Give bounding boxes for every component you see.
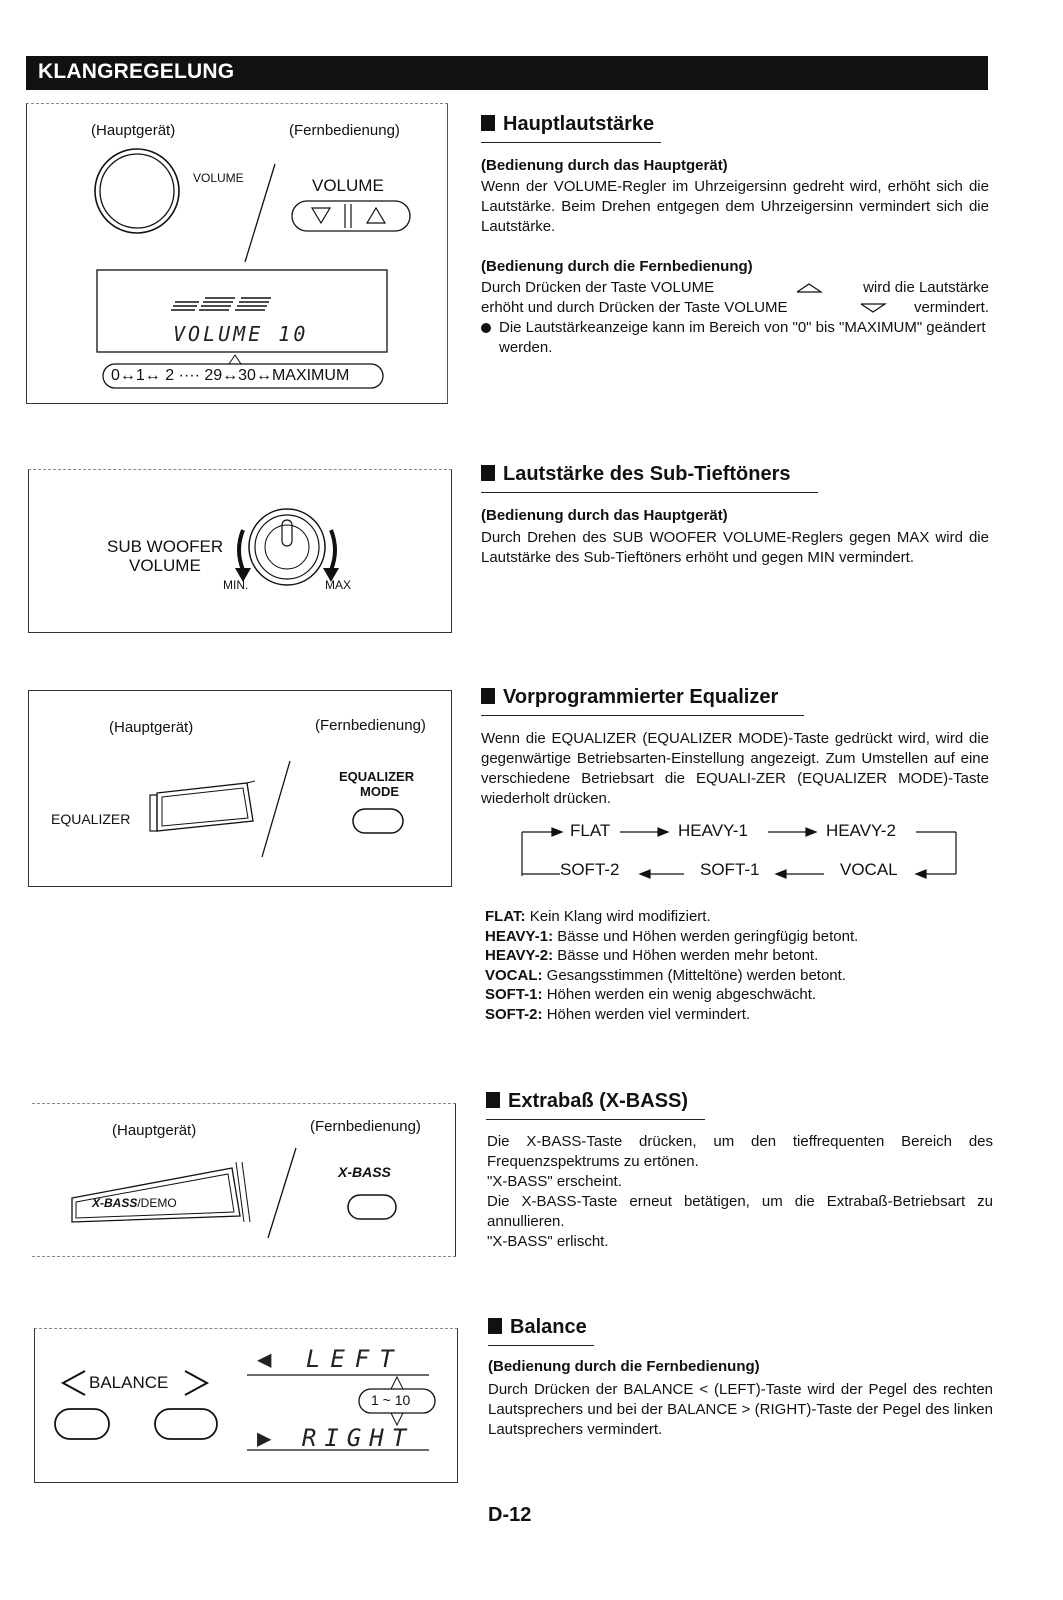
balance-diagram (34, 1328, 458, 1483)
subwoofer-label-2: VOLUME (129, 556, 201, 575)
remote-label: (Fernbedienung) (315, 717, 426, 734)
volume-down-icon (859, 302, 887, 314)
subwoofer-min-label: MIN. (223, 578, 249, 592)
remote-volume-label: VOLUME (312, 176, 384, 195)
heading-square-icon (481, 465, 495, 481)
balance-sub1: (Bedienung durch die Fernbedienung) (488, 1358, 760, 1375)
heading-square-icon (481, 688, 495, 704)
xbass-text: Die X-BASS-Taste drücken, um den tieffrequenten Bereich des Frequenzspektrums zu ertönen. "X-BASS" erscheint. Die X-BASS-Taste erneut betätigen, um die Extrabaß-Betriebsart zu annullieren. "X-BASS" erlischt. (487, 1133, 993, 1250)
balance-display-right: ▶ RIGHT (257, 1424, 415, 1452)
xbass-diagram (32, 1103, 456, 1257)
equalizer-button-label: EQUALIZER (51, 811, 131, 827)
section-header-bar (26, 56, 988, 90)
volume-diagram (26, 103, 448, 404)
definition-item: HEAVY-2: Bässe und Höhen werden mehr betont. (485, 947, 819, 964)
volume-sub1: (Bedienung durch das Hauptgerät) (481, 157, 728, 174)
volume-text2: Durch Drücken der Taste VOLUME wird die Lautstärke erhöht und durch Drücken der Taste VOLUME vermindert. (481, 279, 989, 316)
remote-equalizer-label: EQUALIZER (339, 769, 415, 784)
main-unit-label: (Hauptgerät) (91, 122, 176, 139)
eq-mode-soft2: SOFT-2 (560, 860, 620, 879)
eq-mode-flat: FLAT (570, 821, 611, 840)
subwoofer-knob-graphics (29, 470, 453, 634)
right-arrow-indicator: ▶ (257, 1424, 302, 1452)
volume-range-label: 0↔1↔ 2 ···· 29↔30↔MAXIMUM (111, 367, 350, 384)
page-number: D-12 (488, 1504, 532, 1526)
main-unit-label: (Hauptgerät) (109, 719, 194, 736)
volume-heading: Hauptlautstärke (481, 113, 661, 143)
xbass-heading: Extrabaß (X-BASS) (486, 1090, 705, 1120)
definition-item: FLAT: Kein Klang wird modifiziert. (485, 908, 711, 925)
definition-item: VOCAL: Gesangsstimmen (Mitteltöne) werden betont. (485, 966, 846, 984)
equalizer-diagram (28, 690, 452, 887)
volume-sub2: (Bedienung durch die Fernbedienung) (481, 258, 753, 275)
left-arrow-indicator: ◀ (257, 1345, 306, 1373)
equalizer-heading: Vorprogrammierter Equalizer (481, 686, 804, 716)
remote-label: (Fernbedienung) (289, 122, 400, 139)
heading-square-icon (481, 115, 495, 131)
balance-heading: Balance (488, 1316, 594, 1346)
remote-mode-label: MODE (360, 784, 399, 799)
balance-display-left: ◀ LEFT (257, 1345, 404, 1373)
definition-item: SOFT-2: Höhen werden viel vermindert. (485, 1005, 751, 1023)
remote-xbass-label: X-BASS (338, 1164, 391, 1180)
subwoofer-text: Durch Drehen des SUB WOOFER VOLUME-Reglers gegen MAX wird die Lautstärke des Sub-Tieftöners erhöht und gegen MIN vermindert. (481, 529, 989, 566)
eq-mode-vocal: VOCAL (840, 860, 898, 879)
subwoofer-max-label: MAX (325, 578, 352, 592)
volume-display-text: VOLUME 10 (173, 322, 309, 346)
definition-item: SOFT-1: Höhen werden ein wenig abgeschwächt. (485, 986, 817, 1003)
section-title: KLANGREGELUNG (38, 60, 235, 83)
heading-square-icon (486, 1092, 500, 1108)
eq-mode-soft1: SOFT-1 (700, 860, 760, 879)
eq-mode-heavy1: HEAVY-1 (678, 821, 748, 840)
equalizer-definitions (485, 907, 858, 1024)
xbass-button-label: X-BASS/DEMO (92, 1196, 177, 1210)
volume-bullet: Die Lautstärkeanzeige kann im Bereich von "0" bis "MAXIMUM" geändert werden. (481, 318, 989, 358)
equalizer-text: Wenn die EQUALIZER (EQUALIZER MODE)-Taste gedrückt wird, wird die gegenwärtige Betriebsarten-Einstellung angezeigt. Zum Umstellen auf eine verschiedene Betriebsart die EQUALI-ZER (EQUALIZER MODE)-Taste wiederholt drücken. (481, 730, 989, 807)
balance-label: BALANCE (89, 1373, 169, 1392)
eq-mode-heavy2: HEAVY-2 (826, 821, 896, 840)
subwoofer-sub1: (Bedienung durch das Hauptgerät) (481, 507, 728, 524)
subwoofer-label-1: SUB WOOFER (107, 537, 224, 556)
remote-label: (Fernbedienung) (310, 1118, 421, 1135)
heading-square-icon (488, 1318, 502, 1334)
volume-diagram-graphics (27, 104, 449, 405)
definition-item: HEAVY-1: Bässe und Höhen werden geringfügig betont. (485, 927, 859, 945)
balance-text: Durch Drücken der BALANCE < (LEFT)-Taste wird der Pegel des rechten Lautsprechers und bei der BALANCE > (RIGHT)-Taste der Pegel des linken Lautsprechers vermindert. (488, 1381, 993, 1438)
main-unit-label: (Hauptgerät) (112, 1122, 197, 1139)
volume-up-icon (795, 282, 823, 294)
balance-range-label: 1 ~ 10 (371, 1392, 411, 1408)
subwoofer-diagram (28, 469, 452, 633)
volume-text1: Wenn der VOLUME-Regler im Uhrzeigersinn gedreht wird, erhöht sich die Lautstärke. Beim Drehen entgegen dem Uhrzeigersinn vermindert sich die Lautstärke. (481, 178, 989, 235)
volume-knob-label: VOLUME (193, 171, 244, 185)
subwoofer-heading: Lautstärke des Sub-Tieftöners (481, 463, 818, 493)
